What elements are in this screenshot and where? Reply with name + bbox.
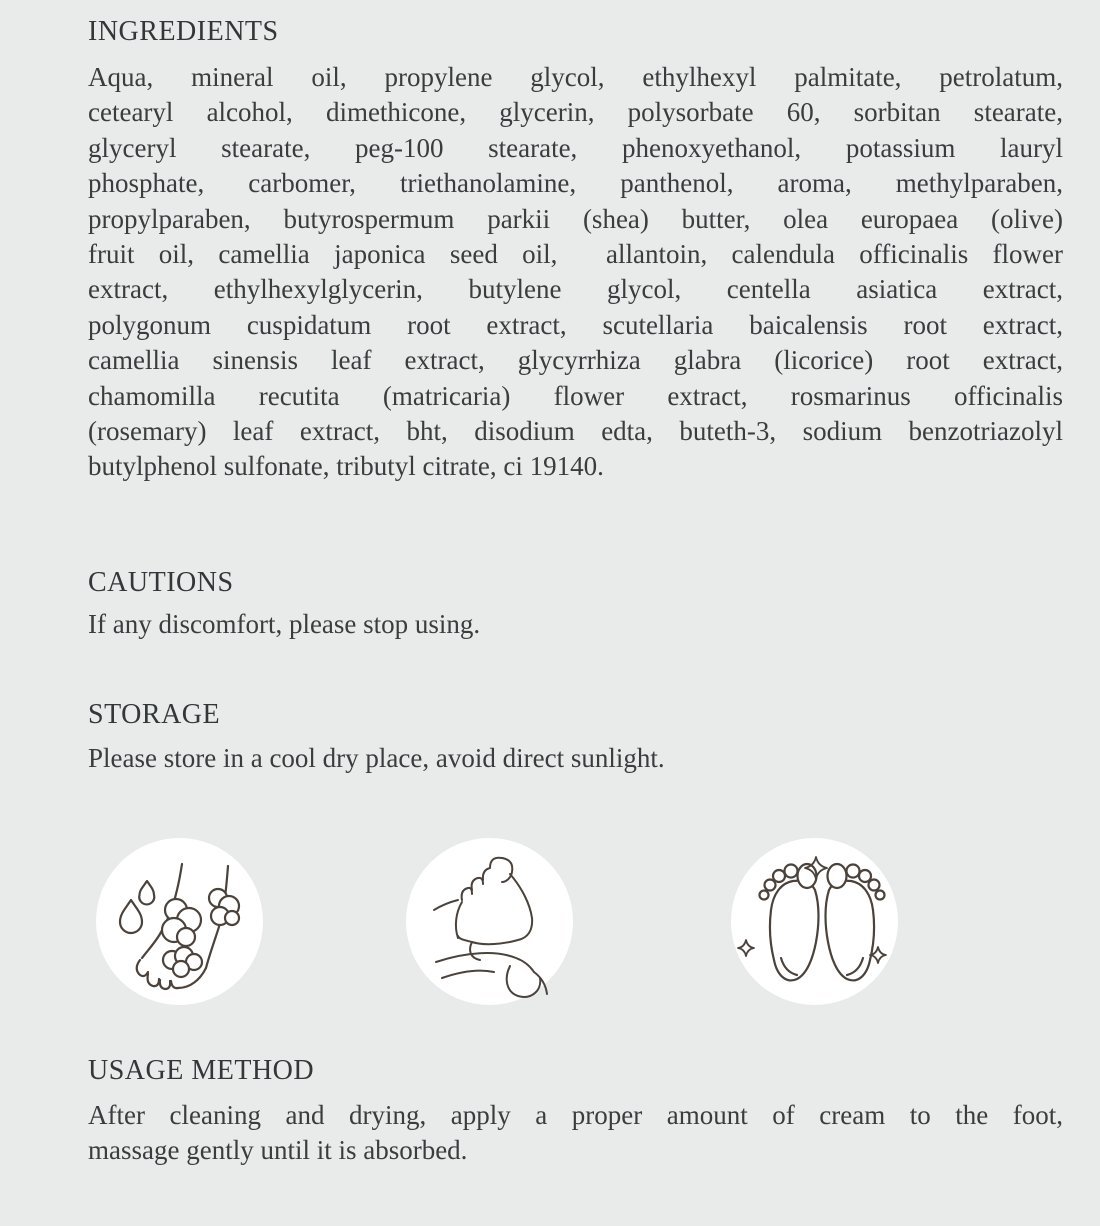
foot-sole-outline: [456, 858, 532, 960]
usage-method-heading: USAGE METHOD: [88, 1054, 315, 1086]
text-line: (rosemary) leaf extract, bht, disodium edta, buteth-3, sodium benzotriazolyl: [88, 416, 1063, 447]
text-line: butylphenol sulfonate, tributyl citrate, ci 19140.: [88, 451, 604, 482]
text-line: cetearyl alcohol, dimethicone, glycerin, polysorbate 60, sorbitan stearate,: [88, 97, 1063, 128]
cautions-heading: CAUTIONS: [88, 566, 234, 598]
ingredients-text: [88, 60, 1063, 485]
text-line: fruit oil, camellia japonica seed oil, allantoin, calendula officinalis flower: [88, 239, 1063, 270]
ingredients-heading: INGREDIENTS: [88, 16, 279, 47]
usage-icons-row: [88, 838, 1063, 1005]
storage-section: [88, 697, 1063, 776]
text-line: phosphate, carbomer, triethanolamine, panthenol, aroma, methylparaben,: [88, 168, 1063, 199]
ingredients-section: [88, 14, 1063, 485]
text-line: chamomilla recutita (matricaria) flower extract, rosmarinus officinalis: [88, 380, 1063, 411]
storage-heading: STORAGE: [88, 698, 221, 730]
cautions-text: If any discomfort, please stop using.: [88, 608, 481, 639]
text-line: propylparaben, butyrospermum parkii (shea) butter, olea europaea (olive): [88, 203, 1063, 234]
text-line: massage gently until it is absorbed.: [88, 1135, 468, 1166]
left-foot-sole: [760, 864, 819, 980]
text-line: polygonum cuspidatum root extract, scutellaria baicalensis root extract,: [88, 309, 1063, 340]
clean-feet-icon-circle: [731, 838, 898, 1005]
text-line: camellia sinensis leaf extract, glycyrrhiza glabra (licorice) root extract,: [88, 345, 1063, 376]
text-line: extract, ethylhexylglycerin, butylene glycol, centella asiatica extract,: [88, 274, 1063, 305]
usage-method-section: [88, 1053, 1063, 1169]
cautions-section: [88, 565, 1063, 642]
foot-washing-icon-circle: [96, 838, 263, 1005]
clean-feet-icon: [731, 838, 898, 1005]
storage-text: Please store in a cool dry place, avoid direct sunlight.: [88, 742, 665, 773]
text-line: After cleaning and drying, apply a proper amount of cream to the foot,: [88, 1099, 1063, 1130]
foot-massage-icon: [406, 838, 573, 1005]
text-line: glyceryl stearate, peg-100 stearate, phenoxyethanol, potassium lauryl: [88, 132, 1063, 163]
water-drops: [120, 881, 154, 933]
text-line: Aqua, mineral oil, propylene glycol, ethylhexyl palmitate, petrolatum,: [88, 62, 1063, 92]
foot-washing-icon: [96, 838, 263, 1005]
massaging-hand-lines: [434, 900, 547, 997]
usage-method-text: [88, 1098, 1063, 1169]
soap-bubbles: [162, 889, 239, 977]
right-foot-sole: [826, 864, 885, 980]
foot-massage-icon-circle: [406, 838, 573, 1005]
